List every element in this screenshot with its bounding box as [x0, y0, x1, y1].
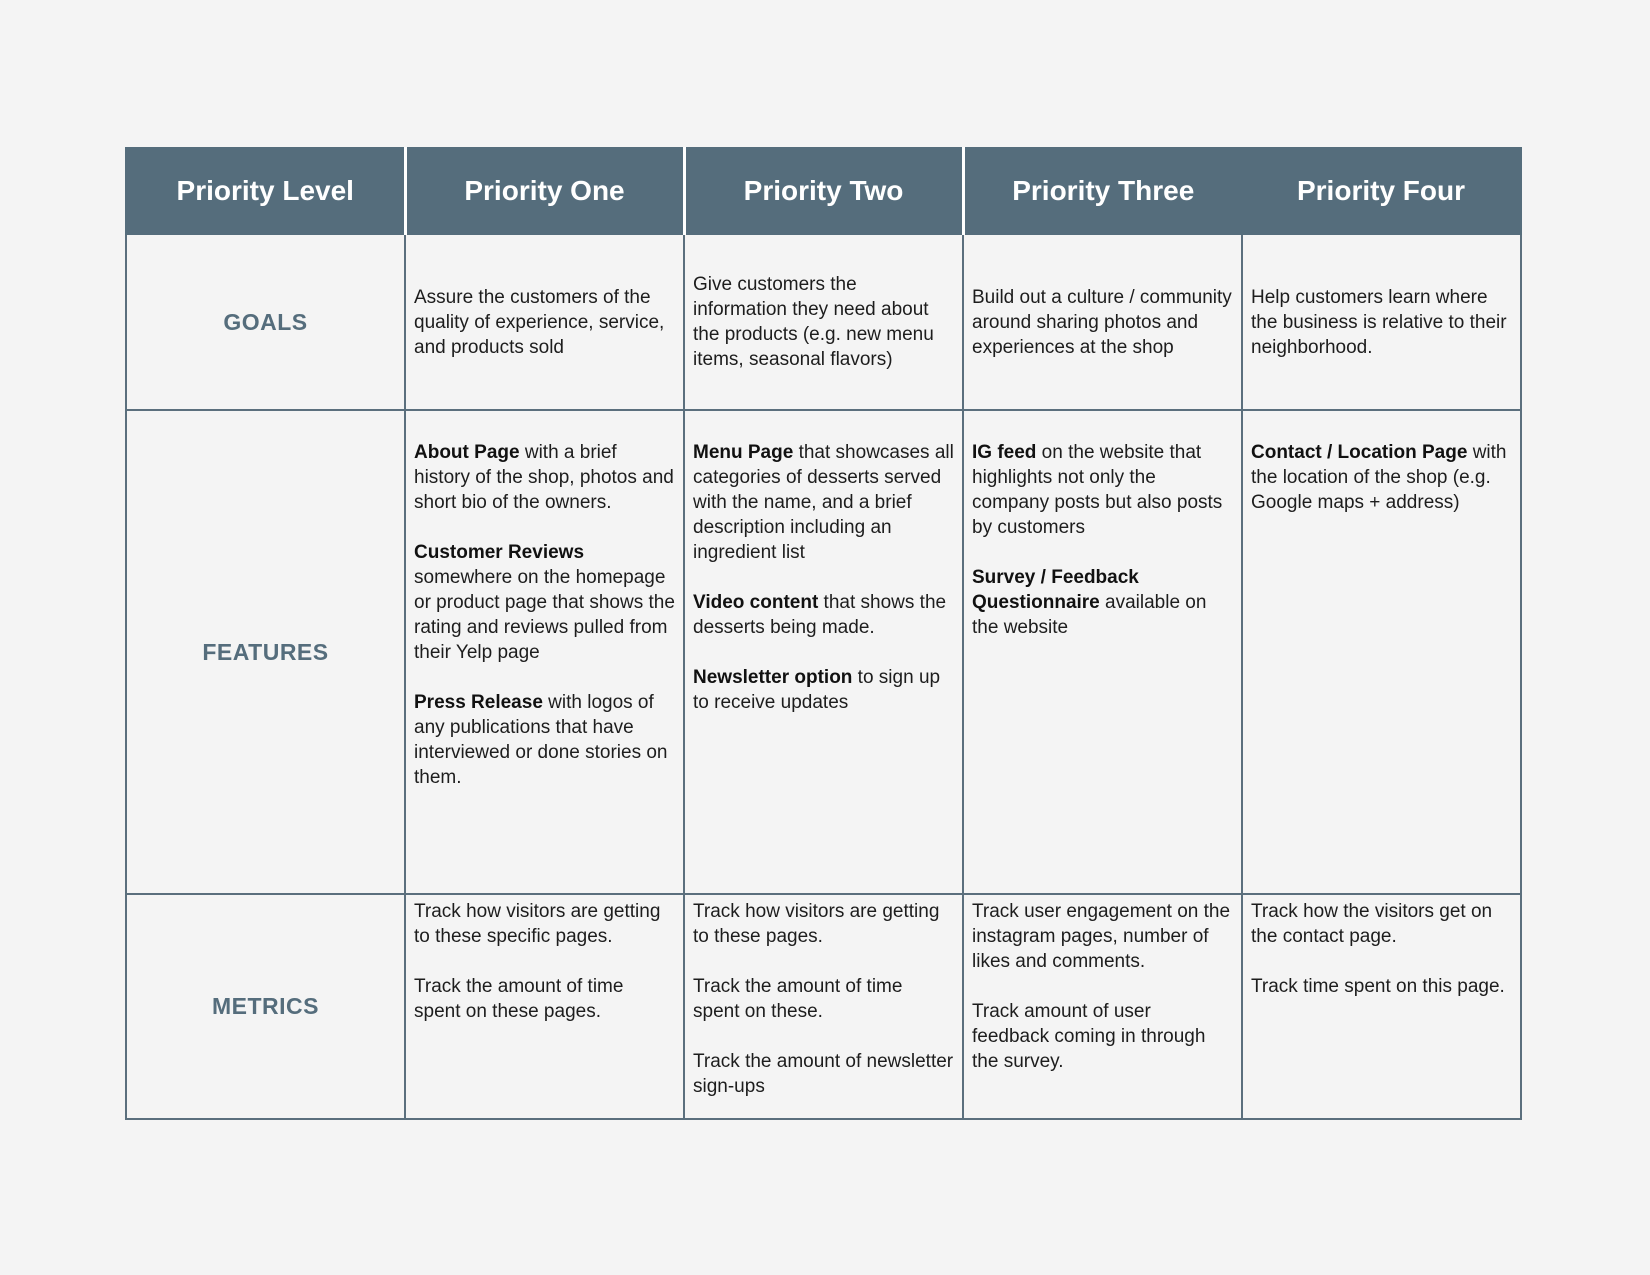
feature-item	[972, 440, 1233, 540]
feature-description: somewhere on the homepage or product page that shows the rating and reviews pulled from their Yelp page	[414, 567, 675, 663]
metrics-label: METRICS	[126, 894, 405, 1119]
priority-table	[125, 147, 1522, 1120]
header-priority-level: Priority Level	[126, 148, 405, 234]
feature-description: with the location of the shop (e.g. Google maps + address)	[1251, 442, 1507, 513]
feature-item	[414, 440, 675, 515]
feature-item	[693, 440, 954, 565]
feature-title: Video content	[693, 592, 819, 613]
metric-item: Track the amount of time spent on these pages.	[414, 976, 624, 1022]
feature-description: that showcases all categories of desserts served with the name, and a brief description including an ingredient list	[693, 442, 954, 563]
goals-priority-one: Assure the customers of the quality of experience, service, and products sold	[405, 234, 684, 410]
metric-item: Track how the visitors get on the contact page.	[1251, 901, 1493, 947]
feature-description: that shows the desserts being made.	[693, 592, 947, 638]
goals-label: GOALS	[126, 234, 405, 410]
metric-item: Track how visitors are getting to these pages.	[693, 901, 940, 947]
header-priority-three: Priority Three	[963, 148, 1242, 234]
features-priority-two	[684, 410, 963, 894]
features-priority-three	[963, 410, 1242, 894]
feature-item	[414, 690, 675, 790]
feature-description: with logos of any publications that have interviewed or done stories on them.	[414, 692, 668, 788]
feature-item	[1251, 440, 1512, 515]
feature-item	[693, 590, 954, 640]
goals-row	[126, 234, 1521, 410]
metrics-priority-three	[963, 894, 1242, 1119]
feature-item	[972, 565, 1233, 640]
metrics-priority-four	[1242, 894, 1521, 1119]
goals-priority-three: Build out a culture / community around sharing photos and experiences at the shop	[963, 234, 1242, 410]
feature-title: Customer Reviews	[414, 542, 585, 563]
priority-matrix	[125, 147, 1520, 1120]
feature-description: with a brief history of the shop, photos and short bio of the owners.	[414, 442, 674, 513]
feature-item	[693, 665, 954, 715]
feature-title: Press Release	[414, 692, 543, 713]
feature-title: About Page	[414, 442, 520, 463]
header-priority-two: Priority Two	[684, 148, 963, 234]
features-label: FEATURES	[126, 410, 405, 894]
metrics-priority-two	[684, 894, 963, 1119]
goals-priority-four: Help customers learn where the business is relative to their neighborhood.	[1242, 234, 1521, 410]
header-priority-four: Priority Four	[1242, 148, 1521, 234]
feature-title: Survey / Feedback Questionnaire	[972, 567, 1139, 613]
header-row	[126, 148, 1521, 234]
feature-title: Menu Page	[693, 442, 794, 463]
header-priority-one: Priority One	[405, 148, 684, 234]
features-priority-four	[1242, 410, 1521, 894]
feature-item	[414, 540, 675, 665]
metric-item: Track how visitors are getting to these specific pages.	[414, 901, 661, 947]
metric-item: Track time spent on this page.	[1251, 976, 1505, 997]
features-row	[126, 410, 1521, 894]
metric-item: Track the amount of newsletter sign-ups	[693, 1051, 954, 1097]
metrics-row	[126, 894, 1521, 1119]
metric-item: Track user engagement on the instagram pages, number of likes and comments.	[972, 901, 1231, 972]
feature-description: available on the website	[972, 592, 1207, 638]
goals-priority-two: Give customers the information they need about the products (e.g. new menu items, seasonal flavors)	[684, 234, 963, 410]
feature-title: Newsletter option	[693, 667, 853, 688]
features-priority-one	[405, 410, 684, 894]
feature-description: on the website that highlights not only the company posts but also posts by customers	[972, 442, 1223, 538]
feature-title: Contact / Location Page	[1251, 442, 1468, 463]
metric-item: Track the amount of time spent on these.	[693, 976, 903, 1022]
metric-item: Track amount of user feedback coming in through the survey.	[972, 1001, 1206, 1072]
feature-title: IG feed	[972, 442, 1037, 463]
feature-description: to sign up to receive updates	[693, 667, 941, 713]
metrics-priority-one	[405, 894, 684, 1119]
